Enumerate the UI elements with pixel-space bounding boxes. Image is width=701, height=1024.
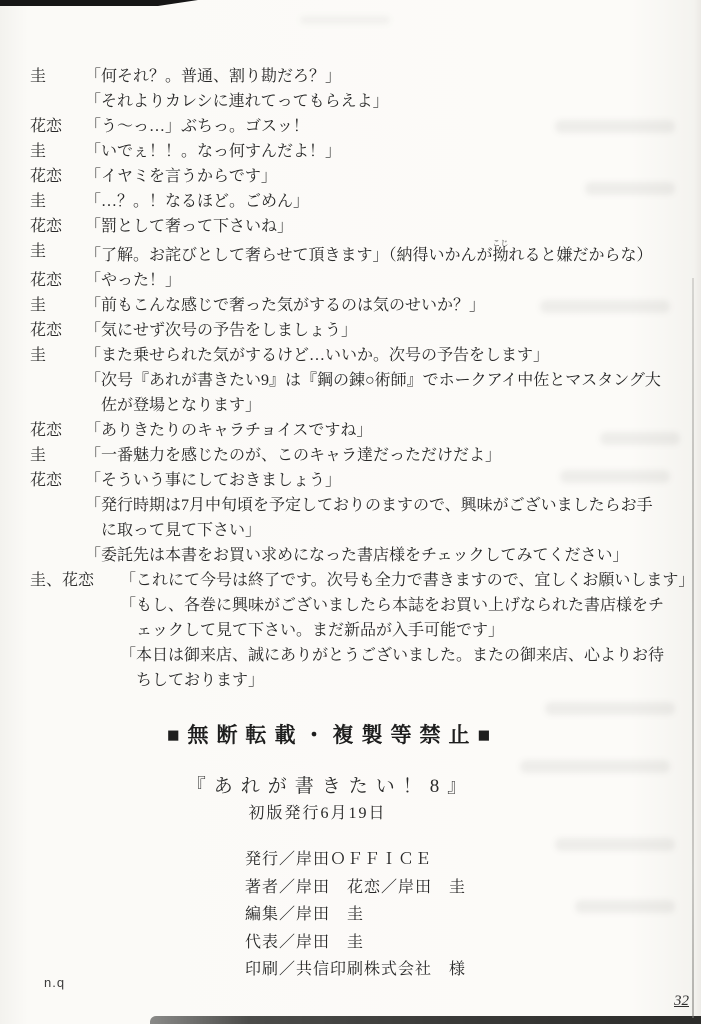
dialogue-row: [30, 189, 665, 214]
dialogue-text: 「一番魅力を感じたのが、このキャラ達だっただけだよ」: [85, 447, 502, 464]
ruby-base: 拗: [492, 247, 509, 264]
dialogue-text: 「気にせず次号の予告をしましょう」: [85, 322, 358, 339]
speaker-label: 花恋: [30, 118, 63, 135]
dialogue-text-segment: 「了解。お詫びとして奢らせて頂きます」（納得いかんが: [85, 247, 493, 264]
dialogue-row: [30, 268, 665, 293]
colophon-line-printer: 印刷／共信印刷株式会社 様: [245, 961, 467, 978]
speaker-label: 花恋: [30, 422, 63, 439]
dialogue-row: [30, 139, 665, 164]
colophon-line-editor: 編集／岸田 圭: [245, 906, 365, 923]
dialogue-row: [30, 493, 665, 543]
colophon-line-representative: 代表／岸田 圭: [245, 933, 365, 951]
no-reproduction-notice: ■無断転載・複製等禁止■: [166, 723, 499, 747]
speaker-label: 花恋: [30, 472, 63, 489]
speaker-label: 花恋: [30, 218, 63, 235]
dialogue-text: 「う〜っ…」ぶちっ。ゴスッ！: [85, 118, 309, 135]
dialogue-row-with-furigana: [30, 239, 665, 268]
dialogue-text: 「本日は御来店、誠にありがとうございました。またの御来店、心よりお待ちしております」: [120, 647, 665, 689]
dialogue-row: [30, 114, 665, 139]
speaker-label: 圭、花恋: [30, 572, 95, 589]
dialogue-row: [30, 568, 695, 593]
dialogue-text: 「罰として奢って下さいね」: [85, 218, 294, 235]
dialogue-text: 「もし、各巻に興味がございましたら本誌をお買い上げなられた書店様をチェックして見て下さい。まだ新品が入手可能です」: [120, 597, 665, 639]
speaker-label: 圭: [30, 297, 47, 314]
dialogue-text: 「…？。！なるほど。ごめん」: [85, 193, 310, 210]
speaker-label: 圭: [30, 193, 47, 210]
book-title: 『あれが書きたい！8』: [186, 776, 475, 797]
dialogue-text: 「何それ？。普通、割り勘だろ？」: [85, 68, 342, 85]
speaker-label: 花恋: [30, 272, 63, 289]
speaker-label: 圭: [30, 347, 47, 364]
dialogue-row: [30, 89, 665, 114]
bleedthrough-smudge: [300, 16, 390, 24]
dialogue-row: [30, 293, 665, 318]
dialogue-text: 「委託先は本書をお買い求めになった書店様をチェックしてみてください」: [85, 547, 629, 564]
page-number: 32: [674, 993, 689, 1009]
page-edge-shadow: [692, 278, 694, 1018]
speaker-label: 圭: [30, 447, 47, 464]
dialogue-text: 「前もこんな感じで奢った気がするのは気のせいか？」: [85, 297, 486, 314]
bleedthrough-smudge: [555, 838, 675, 851]
furigana-ruby: [492, 239, 509, 264]
dialogue-row: [30, 443, 665, 468]
speaker-label: 圭: [30, 243, 47, 260]
dialogue-row: [30, 64, 665, 89]
speaker-label: 圭: [30, 143, 47, 160]
bleedthrough-smudge: [545, 702, 675, 715]
dialogue-text: [85, 239, 665, 268]
dialogue-row: [30, 368, 665, 418]
handwritten-note: n.q: [44, 975, 66, 990]
dialogue-row: [30, 418, 665, 443]
speaker-label: 花恋: [30, 322, 63, 339]
bleedthrough-smudge: [575, 900, 675, 913]
dialogue-text: 「発行時期は7月中旬頃を予定しておりのますので、興味がございましたらお手に取って見て下さい」: [85, 497, 653, 539]
colophon-line-publisher: 発行／岸田ＯＦＦＩＣＥ: [245, 851, 433, 868]
dialogue-text: 「そういう事にしておきましょう」: [85, 472, 342, 489]
dialogue-text: 「また乗せられた気がするけど…いいか。次号の予告をします」: [85, 347, 550, 364]
dialogue-row: [30, 543, 665, 568]
speaker-label: 圭: [30, 68, 47, 85]
speaker-label: 花恋: [30, 168, 63, 185]
dialogue-text: 「いでぇ！！。なっ何すんだよ！」: [85, 143, 342, 160]
dialogue-row: [30, 318, 665, 343]
dialogue-row: [30, 468, 665, 493]
scan-artifact-top-edge: [0, 0, 198, 6]
dialogue-text: 「イヤミを言うからです」: [85, 168, 277, 185]
colophon-block: [245, 846, 466, 984]
scan-artifact-bottom-edge: [150, 1016, 701, 1024]
dialogue-row: [30, 643, 665, 693]
dialogue-text: 「それよりカレシに連れてってもらえよ」: [85, 93, 389, 110]
edition-date: 初版発行6月19日: [248, 805, 387, 822]
dialogue-list: [30, 64, 695, 693]
dialogue-row: [30, 214, 665, 239]
ruby-annotation: こじ: [492, 239, 509, 248]
dialogue-row: [30, 164, 665, 189]
dialogue-row: [30, 343, 665, 368]
dialogue-text: 「やった！」: [85, 272, 182, 289]
dialogue-row: [30, 593, 665, 643]
colophon-line-authors: 著者／岸田 花恋／岸田 圭: [245, 878, 467, 896]
dialogue-text-segment: れると嫌だからな）: [508, 247, 653, 264]
dialogue-text: 「これにて今号は終了です。次号も全力で書きますので、宜しくお願いします」: [120, 572, 695, 589]
dialogue-text: 「次号『あれが書きたい9』は『鋼の錬○術師』でホークアイ中佐とマスタング大佐が登場となります」: [85, 372, 661, 414]
dialogue-text: 「ありきたりのキャラチョイスですね」: [85, 422, 373, 439]
